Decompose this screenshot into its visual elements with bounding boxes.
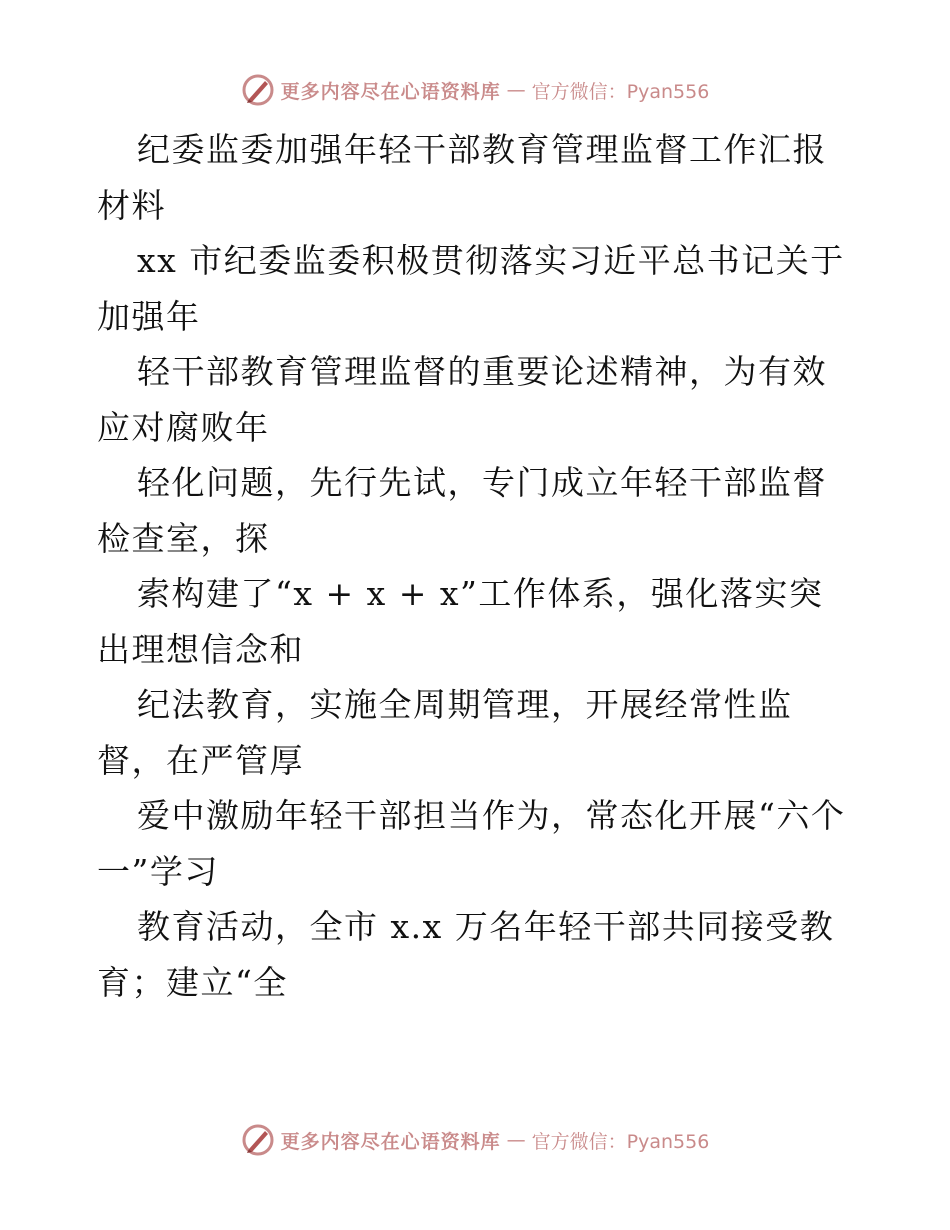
paragraph: 爱中激励年轻干部担当作为，常态化开展“六个一”学习 — [97, 796, 846, 891]
paragraph: 索构建了“x + x + x”工作体系，强化落实突出理想信念和 — [97, 574, 824, 669]
paragraph: 纪法教育，实施全周期管理，开展经常性监督，在严管厚 — [97, 685, 793, 780]
watermark-separator: — — [506, 1129, 526, 1151]
quill-pen-logo-icon — [241, 1123, 275, 1157]
paragraph: 教育活动，全市 x.x 万名年轻干部共同接受教育；建立“全 — [97, 907, 835, 1002]
watermark-wechat-text: 官方微信：Pyan556 — [531, 80, 710, 103]
header-watermark — [0, 70, 950, 110]
document-body — [97, 122, 857, 1010]
paragraph: 轻干部教育管理监督的重要论述精神，为有效应对腐败年 — [97, 352, 827, 447]
watermark-wechat-text: 官方微信：Pyan556 — [531, 1130, 710, 1153]
footer-watermark — [0, 1120, 950, 1160]
paragraph: xx 市纪委监委积极贯彻落实习近平总书记关于加强年 — [97, 241, 845, 336]
quill-pen-logo-icon — [241, 73, 275, 107]
watermark-brand-text: 更多内容尽在心语资料库 — [280, 80, 501, 103]
watermark-separator: — — [506, 79, 526, 101]
paragraph-title: 纪委监委加强年轻干部教育管理监督工作汇报材料 — [97, 130, 827, 225]
watermark-brand-text: 更多内容尽在心语资料库 — [280, 1130, 501, 1153]
paragraph: 轻化问题，先行先试，专门成立年轻干部监督检查室，探 — [97, 463, 827, 558]
